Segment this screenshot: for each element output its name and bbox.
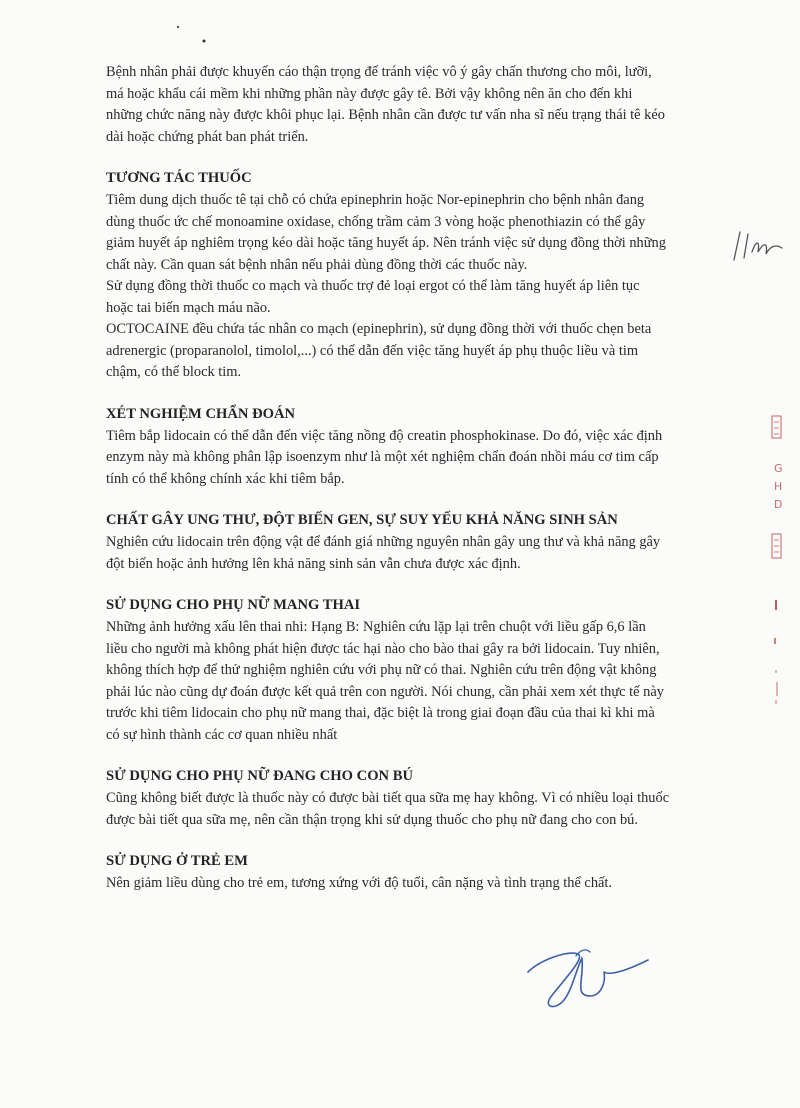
section-drug-interactions	[106, 168, 726, 384]
text-line: OCTOCAINE đều chứa tác nhân co mạch (epinephrin), sử dụng đồng thời với thuốc chẹn beta	[106, 321, 652, 337]
text-line: những chức năng này được khôi phục lại. Bệnh nhân cần được tư vấn nha sĩ nếu trạng thái tê kéo	[106, 107, 665, 123]
margin-scribble	[730, 222, 790, 267]
text-line: liều cho người mà không phát hiện được tác hại nào cho bào thai gây ra bởi lidocain. Tuy nhiên,	[106, 640, 660, 657]
text-line: Sử dụng đồng thời thuốc co mạch và thuốc trợ đẻ loại ergot có thể làm tăng huyết áp liên tục	[106, 278, 640, 294]
text-line: Cũng không biết được là thuốc này có được bài tiết qua sữa mẹ hay không. Vì có nhiều loại thuốc	[106, 790, 670, 806]
scan-specks	[0, 0, 800, 60]
section-carcinogenesis	[106, 510, 726, 575]
text-line: có sự hình thành các cơ quan nhiều nhất	[106, 726, 338, 743]
text-line: tính có thể không chính xác khi tiêm bắp.	[106, 470, 345, 487]
section-heading: XÉT NGHIỆM CHẨN ĐOÁN	[106, 405, 296, 422]
text-line: phải lúc nào cũng dự đoán được kết quả trên con người. Nói chung, cần phải xem xét thực tế này	[106, 683, 664, 700]
text-line: được bài tiết qua sữa mẹ, nên cần thận trọng khi sử dụng thuốc cho phụ nữ đang cho con bú.	[106, 811, 638, 828]
text-line: chất này. Cần quan sát bệnh nhân nếu phải dùng đồng thời các thuốc này.	[106, 256, 528, 273]
margin-letter: G	[774, 462, 783, 475]
section-pediatric	[106, 851, 726, 895]
intro-paragraph	[106, 62, 726, 148]
text-line: enzym này mà không phân lập isoenzym như là một xét nghiệm chẩn đoán nhồi máu cơ tim cấp	[106, 449, 659, 465]
text-line: chậm, có thể block tim.	[106, 364, 242, 380]
section-heading: SỬ DỤNG Ở TRẺ EM	[106, 853, 248, 869]
section-heading: SỬ DỤNG CHO PHỤ NỮ ĐANG CHO CON BÚ	[106, 768, 414, 784]
text-line: Nên giảm liều dùng cho trẻ em, tương xứng với độ tuổi, cân nặng và tình trạng thể chất.	[106, 875, 612, 891]
text-line: Tiêm dung dịch thuốc tê tại chỗ có chứa epinephrin hoặc Nor-epinephrin cho bệnh nhân đang	[106, 192, 645, 208]
text-line: adrenergic (proparanolol, timolol,...) có thể dẫn đến việc tăng huyết áp phụ thuộc liều và tim	[106, 342, 639, 359]
section-lactation	[106, 766, 726, 831]
text-line: đột biến hoặc ảnh hưởng lên khả năng sinh sản vẫn chưa được xác định.	[106, 555, 521, 572]
text-line: Tiêm bắp lidocain có thể dẫn đến việc tăng nồng độ creatin phosphokinase. Do đó, việc xác định	[106, 427, 663, 444]
section-diagnostic-tests	[106, 404, 726, 491]
margin-letter: D	[774, 498, 783, 511]
text-line: giảm huyết áp nghiêm trọng kéo dài hoặc tăng huyết áp. Nên tránh việc sử dụng đồng thời những	[106, 235, 666, 251]
section-heading: TƯƠNG TÁC THUỐC	[106, 170, 252, 186]
text-line: Những ảnh hưởng xấu lên thai nhi: Hạng B: Nghiên cứu lặp lại trên chuột với liều gấp 6,6 lần	[106, 619, 646, 635]
document-body	[106, 62, 726, 895]
section-heading: CHẤT GÂY UNG THƯ, ĐỘT BIẾN GEN, SỰ SUY YẾU KHẢ NĂNG SINH SẢN	[106, 512, 618, 528]
section-heading: SỬ DỤNG CHO PHỤ NỮ MANG THAI	[106, 597, 361, 613]
text-line: hoặc tai biến mạch máu não.	[106, 299, 271, 316]
text-line: không thích hợp để thử nghiệm nghiên cứu với phụ nữ có thai. Nghiên cứu trên động vật không	[106, 662, 657, 678]
margin-stamp-marks	[760, 410, 800, 750]
text-line: dùng thuốc ức chế monoamine oxidase, chống trầm cảm 3 vòng hoặc phenothiazin có thể gây	[106, 213, 646, 230]
text-line: Bệnh nhân phải được khuyến cáo thận trọng để tránh việc vô ý gây chấn thương cho môi, lưỡi,	[106, 64, 652, 80]
section-pregnancy	[106, 595, 726, 746]
signature	[520, 920, 670, 1020]
text-line: dài hoặc chứng phát ban phát triển.	[106, 128, 309, 145]
text-line: trước khi tiêm lidocain cho phụ nữ mang thai, đặc biệt là trong giai đoạn đầu của thai kì khi mà	[106, 705, 655, 721]
margin-letter: H	[774, 480, 783, 493]
text-line: má hoặc khẩu cái mềm khi những phần này được gây tê. Bởi vậy không nên ăn cho đến khi	[106, 85, 633, 102]
text-line: Nghiên cứu lidocain trên động vật để đánh giá những nguyên nhân gây ung thư và khả năng gây	[106, 534, 661, 550]
